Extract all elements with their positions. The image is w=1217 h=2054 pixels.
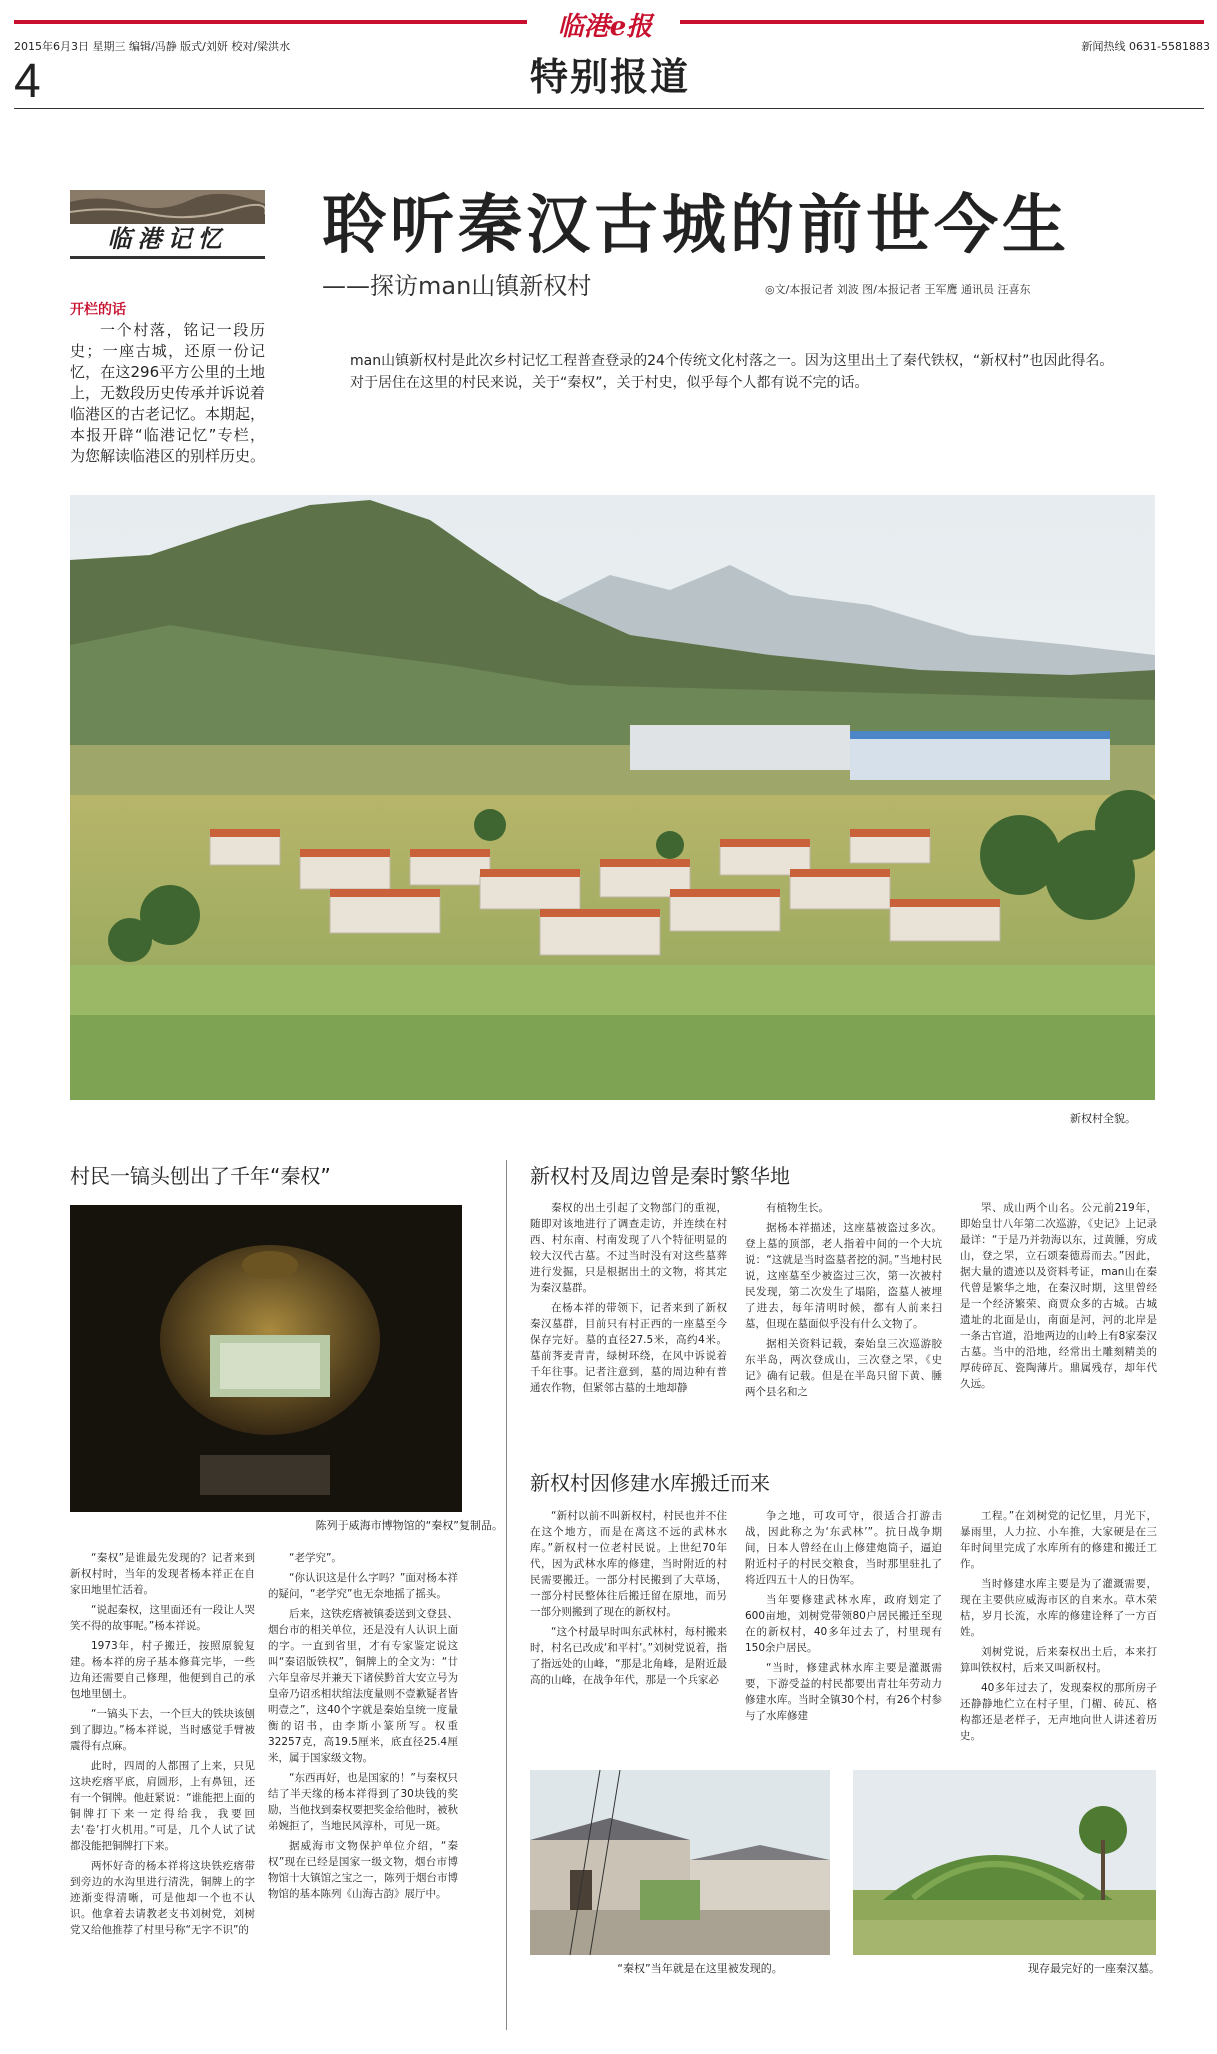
paragraph: “新村以前不叫新权村，村民也并不住在这个地方，而是在离这不远的武林水库。”新权村一位老村民说。上世纪70年代，因为武林水库的修建，当时附近的村民需要搬迁。一部分村民搬到了大草场，一部分村民整体往后搬迁留在原地，而另一部分则搬到了现在的新权村。	[530, 1510, 727, 1618]
paragraph: 刘树党说，后来秦权出土后，本来打算叫铁权村，后来又叫新权村。	[960, 1646, 1157, 1674]
section1-photo	[70, 1205, 462, 1512]
paragraph: 据威海市文物保护单位介绍，“秦权”现在已经是国家一级文物，烟台市博物馆十大镇馆之宝之一，陈列于烟台市博物馆的基本陈列《山海古韵》展厅中。	[268, 1840, 458, 1900]
section3-photo2-caption: 现存最完好的一座秦汉墓。	[1028, 1962, 1160, 1975]
paragraph: 有植物生长。	[766, 1202, 829, 1214]
headline: 聆听秦汉古城的前世今生	[322, 188, 1070, 263]
paragraph: “一镐头下去，一个巨大的铁块该刨到了脚边。”杨本祥说，当时感觉手臂被震得有点麻。	[70, 1708, 255, 1752]
paragraph: 当年要修建武林水库，政府划定了600亩地，刘树党带领80户居民搬迁至现在的新权村，40多年过去了，村里现有150余户居民。	[745, 1594, 942, 1654]
intro-heading: 开栏的话	[70, 302, 126, 318]
date-line: 2015年6月3日 星期三 编辑/冯静 版式/刘妍 校对/梁洪水	[14, 40, 291, 53]
top-rule-right	[680, 20, 1204, 24]
paragraph: 在杨本祥的带领下，记者来到了新权秦汉墓群，目前只有村正西的一座墓至今保存完好。墓的直径27.5米，高约4米。墓前荠麦青青，绿树环绕，在风中诉说着千年往事。记者注意到，墓的周边种有普通农作物，但紧邻古墓的土地却静	[530, 1302, 727, 1394]
header-rule	[14, 108, 1204, 109]
paragraph: 后来，这铁疙瘩被镇委送到文登县、烟台市的相关单位，还是没有人认识上面的字。一直到省里，才有专家鉴定说这叫“秦诏版铁权”，铜牌上的全文为：“廿六年皇帝尽并兼天下诸侯黔首大安立号为皇帝乃诏丞相状绾法度量则不壹歉疑者皆明壹之”，这40个字就是秦始皇统一度量衡的诏书，由李斯小篆所写。权重32257克，高19.5厘米，底直径25.4厘米，属于国家级文物。	[268, 1608, 458, 1764]
paragraph: 争之地，可攻可守，很适合打游击战，因此称之为‘东武林’”。抗日战争期间，日本人曾经在山上修建炮筒子，逼迫附近村子的村民交粮食，当时那里驻扎了将近四五十人的日伪军。	[745, 1510, 942, 1586]
main-photo	[70, 495, 1155, 1100]
paragraph: 罘、成山两个山名。公元前219年，即始皇廿八年第二次巡游，《史记》上记录最详：“于是乃并勃海以东，过黄腄，穷成山，登之罘，立石颂秦德焉而去。”因此，据大量的遗迹以及资料考证，man山在秦代曾是繁华之地，在秦汉时期，这里曾经是一个经济繁荣、商贾众多的古城。古城遗址的北面是山，南面是河，河的北岸是一条古官道，沿地两边的山岭上有8家秦汉古墓。当中的沿地，经常出土雕刻精美的厚砖碎瓦、瓷陶薄片。鼎属残存，却年代久远。	[960, 1202, 1157, 1390]
section1-col1	[70, 1550, 255, 1942]
lead	[322, 350, 1167, 394]
subheadline: ——探访man山镇新权村	[322, 272, 592, 300]
section1-title: 村民一镐头刨出了千年“秦权”	[70, 1164, 331, 1188]
section2-col2	[745, 1200, 942, 1404]
page-number: 4	[14, 55, 41, 108]
section1-photo-caption: 陈列于威海市博物馆的“秦权”复制品。	[315, 1519, 503, 1532]
paragraph: 两怀好奇的杨本祥将这块铁疙瘩带到旁边的水沟里进行清洗，铜牌上的字迹渐变得清晰，可是他却一个也不认识。他拿着去请教老支书刘树党，刘树党又给他推荐了村里号称“无字不识”的	[70, 1860, 255, 1936]
intro-box	[70, 300, 265, 467]
paragraph: “你认识这是什么字吗？”面对杨本祥的疑问，“老学究”也无奈地摇了摇头。	[268, 1572, 458, 1600]
paragraph: 此时，四周的人都围了上来，只见这块疙瘩平底，肩圆形，上有鼻钮，还有一个铜牌。他赶紧说：“谁能把上面的铜牌打下来一定得给我，我要回去‘卷’打火机用。”可是，几个人试了试都没能把铜牌打下来。	[70, 1760, 255, 1852]
paragraph: “当时，修建武林水库主要是灌溉需要，下游受益的村民都要出青壮年劳动力修建水库。当时全镇30个村，有26个村参与了水库修建	[745, 1662, 942, 1722]
column-logo	[70, 190, 265, 259]
logo-texture-icon	[70, 190, 265, 224]
masthead: 临港e报	[557, 12, 653, 42]
paragraph: 当时修建水库主要是为了灌溉需要，现在主要供应威海市区的自来水。草木荣枯，岁月长流，水库的修建诠释了一方百姓。	[960, 1578, 1157, 1638]
paragraph: “东西再好，也是国家的！”与秦权只结了半天缘的杨本祥得到了30块钱的奖励，当他找到秦权要把奖金给他时，被秋弟婉拒了，当地民风淳朴，可见一斑。	[268, 1772, 458, 1832]
section3-col2	[745, 1508, 942, 1728]
paragraph: 40多年过去了，发现秦权的那所房子还静静地伫立在村子里，门楣、砖瓦、格构都还是老样子，无声地向世人讲述着历史。	[960, 1682, 1157, 1742]
byline: ◎文/本报记者 刘波 图/本报记者 王军鹰 通讯员 汪喜东	[765, 283, 1031, 296]
main-photo-caption: 新权村全貌。	[1070, 1112, 1136, 1125]
paragraph: “秦权”是谁最先发现的？记者来到新权村时，当年的发现者杨本祥正在自家田地里忙活着。	[70, 1552, 255, 1596]
section3-col1	[530, 1508, 727, 1692]
section2-col3	[960, 1200, 1157, 1396]
section3-col3	[960, 1508, 1157, 1748]
column-logo-label: 临港记忆	[107, 224, 228, 253]
lead-paragraph-2: 对于居住在这里的村民来说，关于“秦权”，关于村史，似乎每个人都有说不完的话。	[350, 375, 869, 391]
top-rule-left	[14, 20, 527, 24]
paragraph: “老学究”。	[289, 1552, 342, 1564]
hotline: 新闻热线 0631-5581883	[1081, 40, 1210, 53]
section3-photo-house	[530, 1770, 830, 1955]
section-title: 特别报道	[529, 55, 690, 99]
paragraph: 秦权的出土引起了文物部门的重视，随即对该地进行了调查走访，并连续在村西、村东南、村南发现了八个特征明显的较大汉代古墓。不过当时没有对这些墓葬进行发掘，只是根据出土的文物，将其定为秦汉墓群。	[530, 1202, 727, 1294]
paragraph: 1973年，村子搬迁，按照原貌复建。杨本祥的房子基本修葺完毕，一些边角还需要自己修理，他便到自己的承包地里刨土。	[70, 1640, 255, 1700]
intro-text: 一个村落，铭记一段历史；一座古城，还原一份记忆，在这296平方公里的土地上，无数段历史传承并诉说着临港区的古老记忆。本期起，本报开辟“临港记忆”专栏，为您解读临港区的别样历史。	[70, 321, 266, 465]
lead-paragraph-1: man山镇新权村是此次乡村记忆工程普查登录的24个传统文化村落之一。因为这里出土了秦代铁权，“新权村”也因此得名。	[350, 353, 1114, 369]
section3-title: 新权村因修建水库搬迁而来	[530, 1471, 770, 1495]
section2-title: 新权村及周边曾是秦时繁华地	[530, 1164, 790, 1188]
paragraph: “这个村最早时叫东武林村，每村搬来时，村名已改成‘和平村’。”刘树党说着，指了指远处的山峰，“那是北角峰，是附近最高的山峰，在战争年代，那是一个兵家必	[530, 1626, 727, 1686]
paragraph: 工程。”在刘树党的记忆里，月光下，暴雨里，人力拉、小车推，大家硬是在三年时间里完成了水库所有的修建和搬迁工作。	[960, 1510, 1157, 1570]
section1-col2	[268, 1550, 458, 1906]
paragraph: 据杨本祥描述，这座墓被盗过多次。登上墓的顶部，老人指着中间的一个大坑说：“这就是当时盗墓者挖的洞。”当地村民说，这座墓至少被盗过三次，第一次被村民发现，第二次发生了塌陷，盗墓人被埋了进去，每年清明时候，都有人前来扫墓，但现在墓面似乎没有什么文物了。	[745, 1222, 942, 1330]
column-divider	[506, 1160, 507, 2030]
section2-col1	[530, 1200, 727, 1400]
paragraph: “说起秦权，这里面还有一段让人哭笑不得的故事呢。”杨本祥说。	[70, 1604, 255, 1632]
section3-photo-tomb	[853, 1770, 1156, 1955]
section3-photo1-caption: “秦权”当年就是在这里被发现的。	[617, 1962, 783, 1975]
paragraph: 据相关资料记载，秦始皇三次巡游胶东半岛，两次登成山，三次登之罘，《史记》确有记载。但是在半岛只留下黄、腄两个县名和之	[745, 1338, 942, 1398]
